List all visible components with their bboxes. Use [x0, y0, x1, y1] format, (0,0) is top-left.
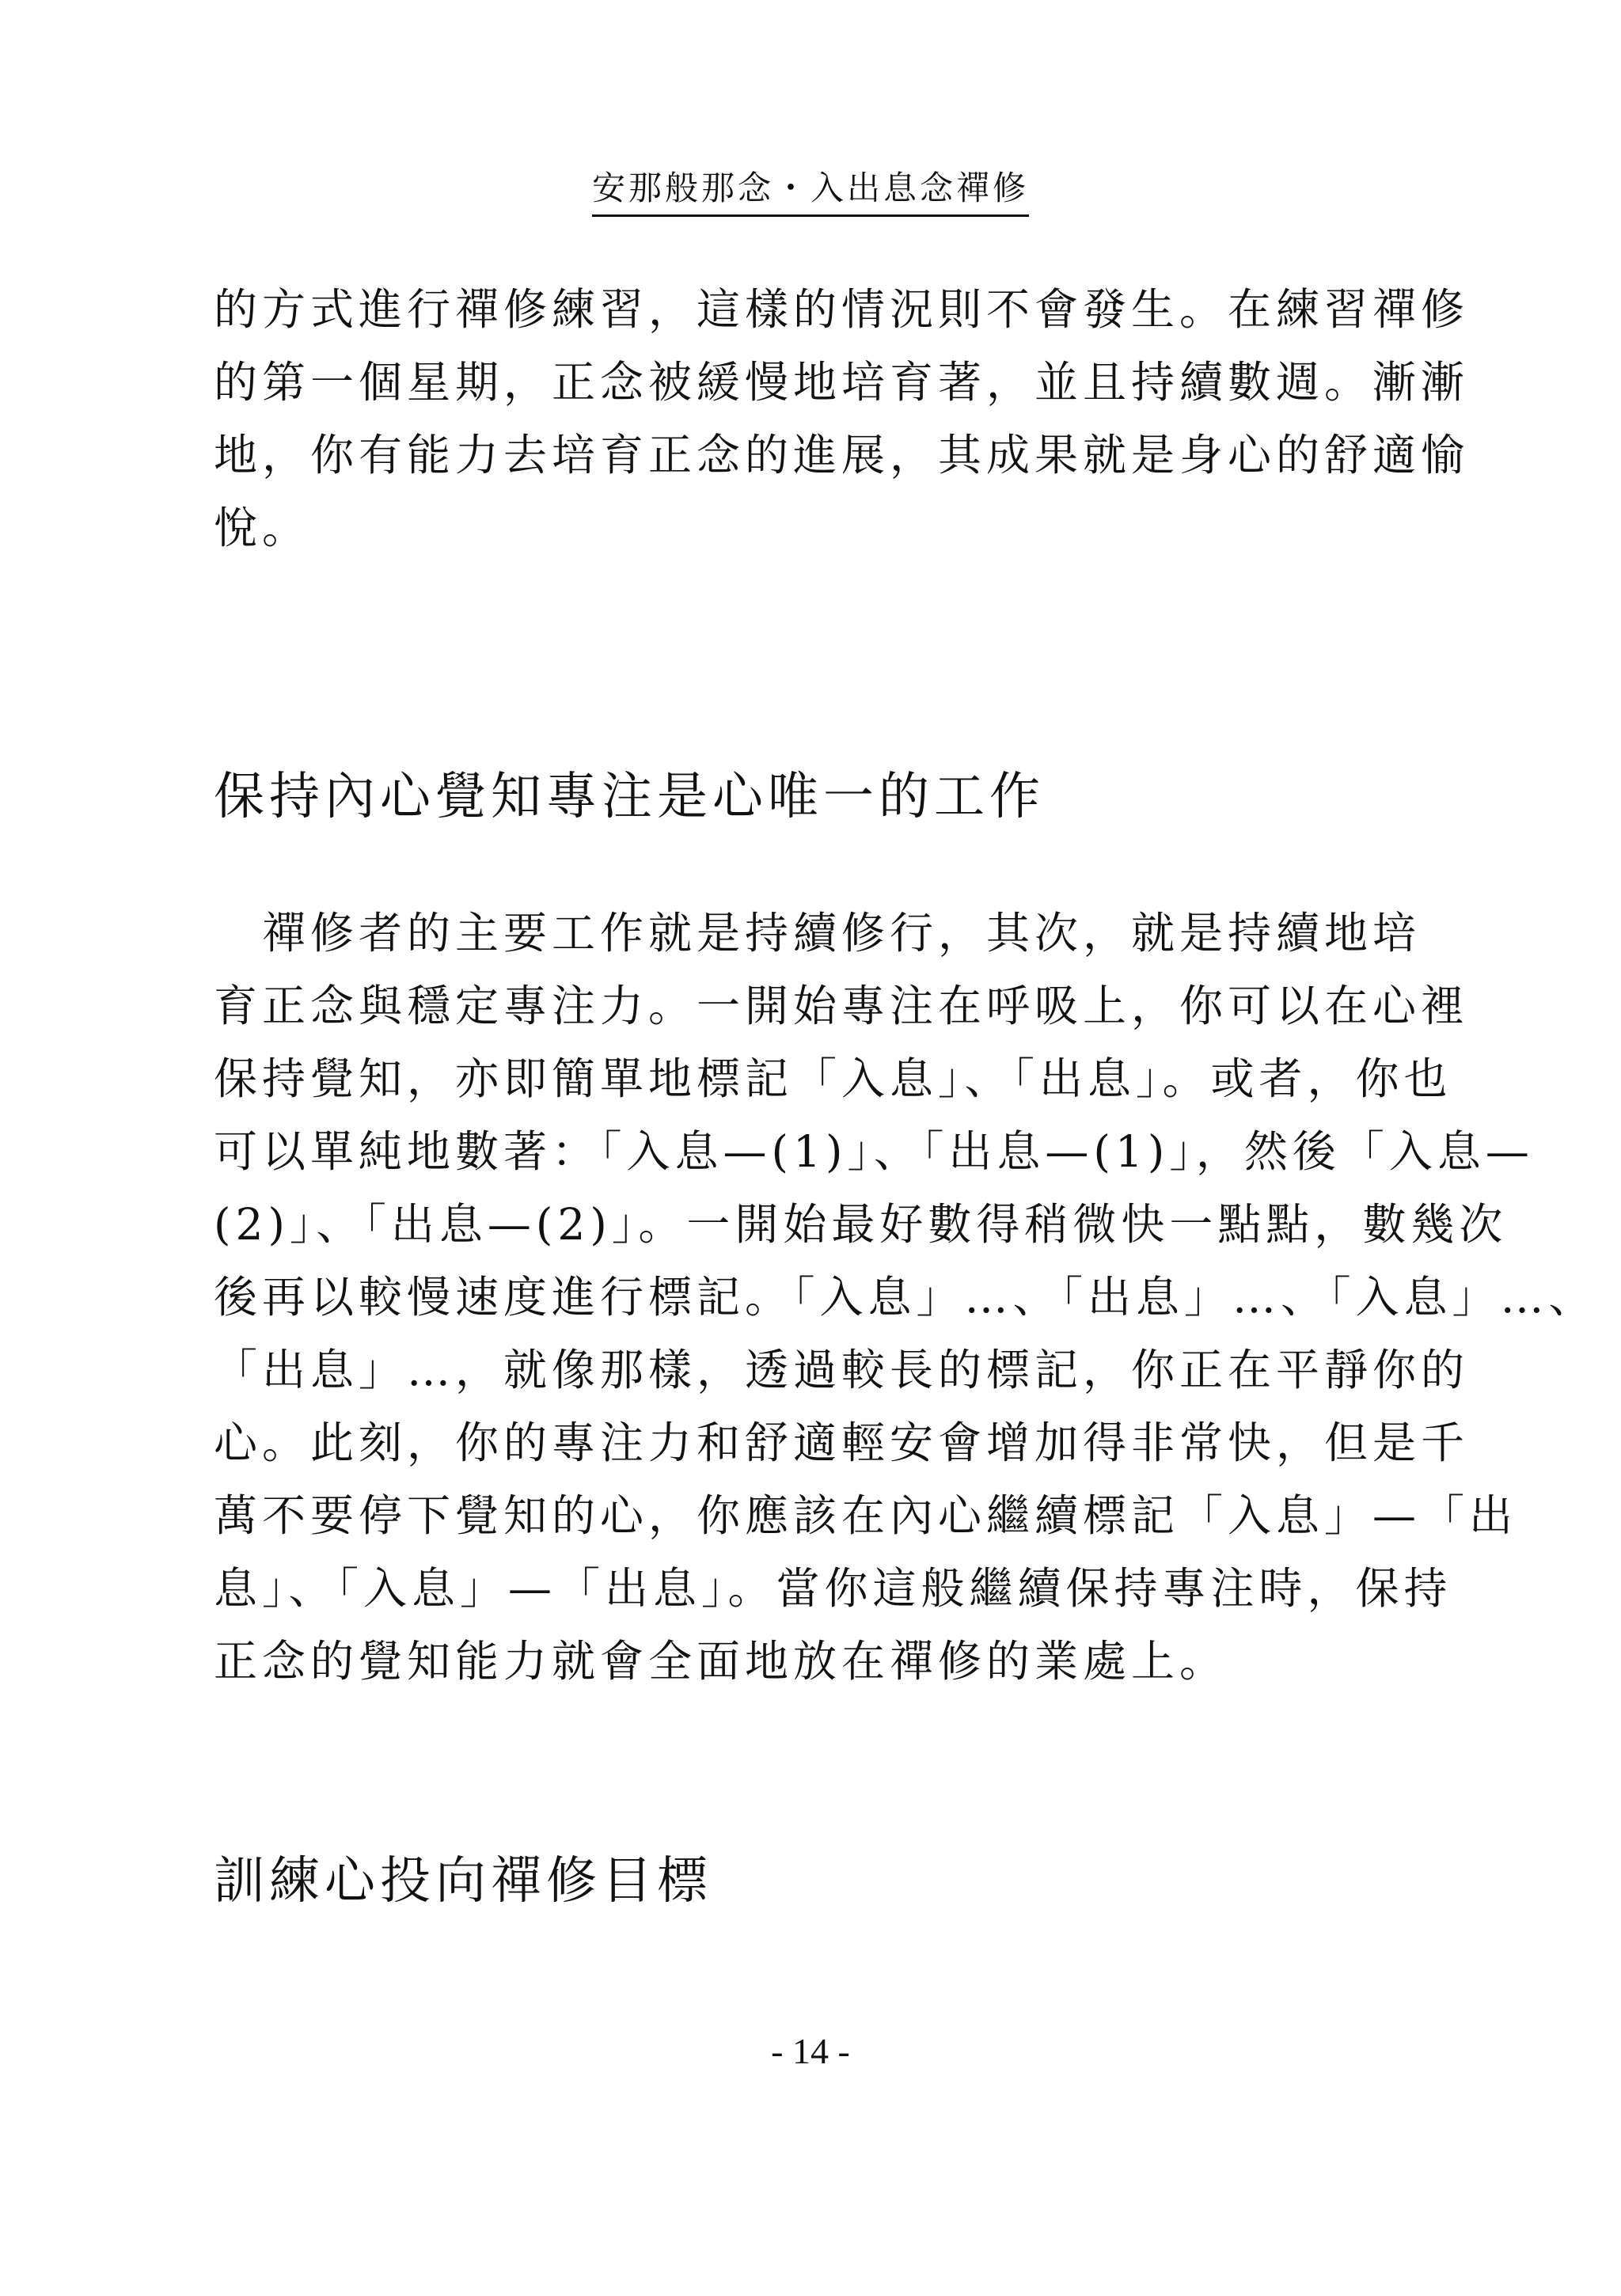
- paragraph-line: 的方式進行禪修練習，這樣的情況則不會發生。在練習禪修: [214, 284, 1470, 335]
- paragraph-line: 息」、「入息」—「出息」。當你這般繼續保持專注時，保持: [214, 1563, 1452, 1614]
- section1-paragraph: [214, 897, 1597, 1698]
- paragraph-line: 的第一個星期，正念被緩慢地培育著，並且持續數週。漸漸: [214, 357, 1470, 408]
- header-title: 安那般那念・入出息念禪修: [592, 162, 1029, 217]
- paragraph-line: 地，你有能力去培育正念的進展，其成果就是身心的舒適愉: [214, 430, 1470, 480]
- paragraph-line: (2)」、「出息—(2)」。一開始最好數得稍微快一點點，數幾次: [214, 1199, 1508, 1250]
- paragraph-line: 育正念與穩定專注力。一開始專注在呼吸上，你可以在心裡: [214, 981, 1470, 1031]
- paragraph-line: 萬不要停下覺知的心，你應該在內心繼續標記「入息」—「出: [214, 1490, 1518, 1541]
- paragraph-line: 「出息」…，就像那樣，透過較長的標記，你正在平靜你的: [214, 1345, 1470, 1395]
- section-heading-training: 訓練心投向禪修目標: [214, 1852, 712, 1911]
- paragraph-line: 可以單純地數著：「入息—(1)」、「出息—(1)」，然後「入息—: [214, 1126, 1534, 1177]
- running-header: [0, 162, 1621, 217]
- paragraph-line: 悅。: [214, 503, 311, 553]
- paragraph-line: 禪修者的主要工作就是持續修行，其次，就是持續地培: [214, 908, 1422, 958]
- paragraph-line: 正念的覺知能力就會全面地放在禪修的業處上。: [214, 1636, 1228, 1687]
- section-heading-mindfulness: 保持內心覺知專注是心唯一的工作: [214, 768, 1045, 826]
- paragraph-line: 後再以較慢速度進行標記。「入息」…、「出息」…、「入息」…、: [214, 1272, 1597, 1323]
- intro-paragraph: [214, 273, 1470, 564]
- page-number: - 14 -: [771, 2031, 850, 2071]
- paragraph-line: 保持覺知，亦即簡單地標記「入息」、「出息」。或者，你也: [214, 1053, 1452, 1104]
- paragraph-line: 心。此刻，你的專注力和舒適輕安會增加得非常快，但是千: [214, 1417, 1470, 1468]
